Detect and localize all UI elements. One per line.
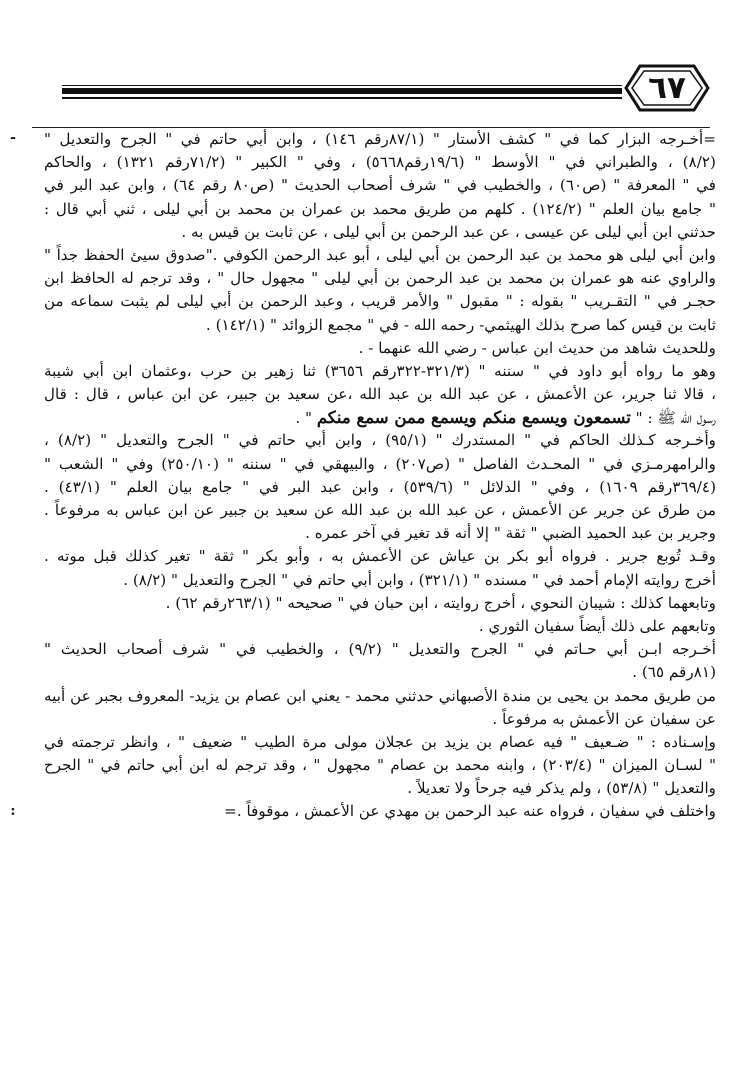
text-line: وهو ما رواه أبو داود في " سننه " (٣٢١/٣-٣٢٢رقم ٣٦٥٦) ثنا زهير بن حرب ،وعثمان ابن أبي شيبة xyxy=(44,361,716,380)
page-header xyxy=(0,0,746,120)
text-line: ، قالا ثنا جرير، عن الأعمش ، عن عبد الله بن عبد الله ،عن سعيد بن جبير، عن ابن عباس ، قال : قال xyxy=(44,385,716,404)
text-line: وقـد تُوبع جرير . فرواه أبو بكر بن عياش عن الأعمش به ، وأبو بكر " ثقة " تغير كذلك قبل موته . xyxy=(44,547,716,566)
text-line: حجـر في " التقـريب " بقوله : " مقبول " والأمر قريب ، وعبد الرحمن بن أبي ليلى لم يثبت سماعه من xyxy=(44,292,716,311)
text-line: ثابت بن قيس كما صرح بذلك الهيثمي- رحمه الله - في " مجمع الزوائد " (١٤٢/١) . xyxy=(205,315,716,334)
text-line: وابن أبي ليلى هو محمد بن عبد الرحمن بن أبي ليلى ، أبو عبد الرحمن الكوفي ."صدوق سيئ الحفظ جداً " xyxy=(44,245,716,264)
text-line: (٨/٢) ، والطبراني في " الأوسط " (١٩/٦رقم٥٦٦٨) ، وفي " الكبير " (٧١/٢رقم ١٣٢١) ، والحاكم xyxy=(44,153,716,172)
text-line: أخرج روايته الإمام أحمد في " مسنده " (٣٢١/١) ، وابن أبي حاتم في " الجرح والتعديل " (٨/٢) . xyxy=(123,570,716,589)
footnote-text xyxy=(44,128,716,824)
text-line: رسول الله ﷺ : " تسمعون ويسمع منكم ويسمع ممن سمع منكم " . xyxy=(295,408,716,428)
text-line: من طريق محمد بن يحيى بن مندة الأصبهاني حدثني محمد - يعني ابن عصام بن يزيد- المعروف بجبر عن أبيه xyxy=(44,686,716,705)
margin-mark: : xyxy=(10,802,16,819)
text-line: في " المعرفة " (ص٦٠) ، والخطيب في " شرف أصحاب الحديث " (ص٨٠ رقم ٦٤) ، وابن عبد البر في xyxy=(44,176,716,195)
text-line: حدثني ابن أبي ليلى عن عيسى ، عن عبد الرحمن بن أبي ليلى ، عن ثابت بن قيس به . xyxy=(181,222,716,241)
text-line: وللحديث شاهد من حديث ابن عباس - رضي الله عنهما - . xyxy=(358,338,716,357)
text-line: والراوي عنه هو عمران بن محمد بن عبد الرحمن بن أبي ليلى " مجهول حال " ، وقد ترجم له الحافظ ابن xyxy=(44,269,716,288)
text-line: أخـرجه ابـن أبي حـاتم في " الجرح والتعديل " (٩/٢) ، والخطيب في " شرف أصحاب الحديث " xyxy=(44,640,716,659)
text-line: وإسـناده : " ضـعيف " فيه عصام بن يزيد بن عجلان مولى مرة الطيب " ضعيف " ، وانظر ترجمته في xyxy=(44,732,716,751)
text-line: (٣٦٩/٤رقم ١٦٠٩) ، وفي " الدلائل " (٥٣٩/٦) ، وابن عبد البر في " جامع بيان العلم " (٤٣/١) . xyxy=(44,477,716,496)
page-number: ٦٧ xyxy=(648,70,686,106)
header-rule-hairline xyxy=(62,85,622,86)
text-line: " لسـان الميزان " (٢٠٣/٤) ، وابنه محمد بن عصام " مجهول " ، وقد ترجم له ابن أبي حاتم في " الجرح xyxy=(44,756,716,775)
header-rule-thin xyxy=(62,97,622,99)
hadith-text: تسمعون ويسمع منكم ويسمع ممن سمع منكم xyxy=(316,408,631,428)
text-line: من طرق عن جرير عن الأعمش ، عن عبد الله بن عبد الله عن سعيد بن جبير عن ابن عباس به مرفوعاً . xyxy=(44,501,716,519)
text-line: واختلف في سفيان ، فرواه عنه عبد الرحمن بن مهدي عن الأعمش ، موقوفاً .= xyxy=(224,802,716,821)
text-line: عن سفيان عن الأعمش به مرفوعاً . xyxy=(492,709,716,728)
text-line: وتابعهم على ذلك أيضاً سفيان الثوري . xyxy=(478,616,716,635)
text-line: =أخـرجه البزار كما في " كشف الأستار " (٨٧/١رقم ١٤٦) ، وابن أبي حاتم في " الجرح والتعديل " xyxy=(44,130,716,148)
text-line: وتابعهما كذلك : شيبان النحوي ، أخرج روايته ، ابن حبان في " صحيحه " (٢٦٣/١رقم ٦٢) . xyxy=(165,593,716,612)
text-line: والتعديل " (٥٣/٨) ، ولم يذكر فيه جرحاً ولا تعديلاً . xyxy=(407,779,716,798)
header-rule-thick xyxy=(62,88,622,94)
text-line: والرامهرمـزي في " المحـدث الفاصل " (ص٢٠٧) ، والبيهقي في " سننه " (٢٥٠/١٠) وفي " الشعب " xyxy=(44,454,716,473)
page-number-badge xyxy=(622,62,712,114)
text-line: (٨١رقم ٦٥) . xyxy=(632,663,716,682)
margin-mark: - xyxy=(10,130,16,146)
text-line: وجرير بن عبد الحميد الضبي " ثقة " إلا أنه قد تغير في آخر عمره . xyxy=(305,524,716,543)
text-line: وأخـرجه كـذلك الحاكم في " المستدرك " (٩٥/١) ، وابن أبي حاتم في " الجرح والتعديل " (٨/٢) ، xyxy=(44,431,716,450)
text-line: " جامع بيان العلم " (١٢٤/٢) . كلهم من طريق محمد بن عمران بن محمد بن أبي ليلى ، ثني أبي قال : xyxy=(44,199,716,218)
